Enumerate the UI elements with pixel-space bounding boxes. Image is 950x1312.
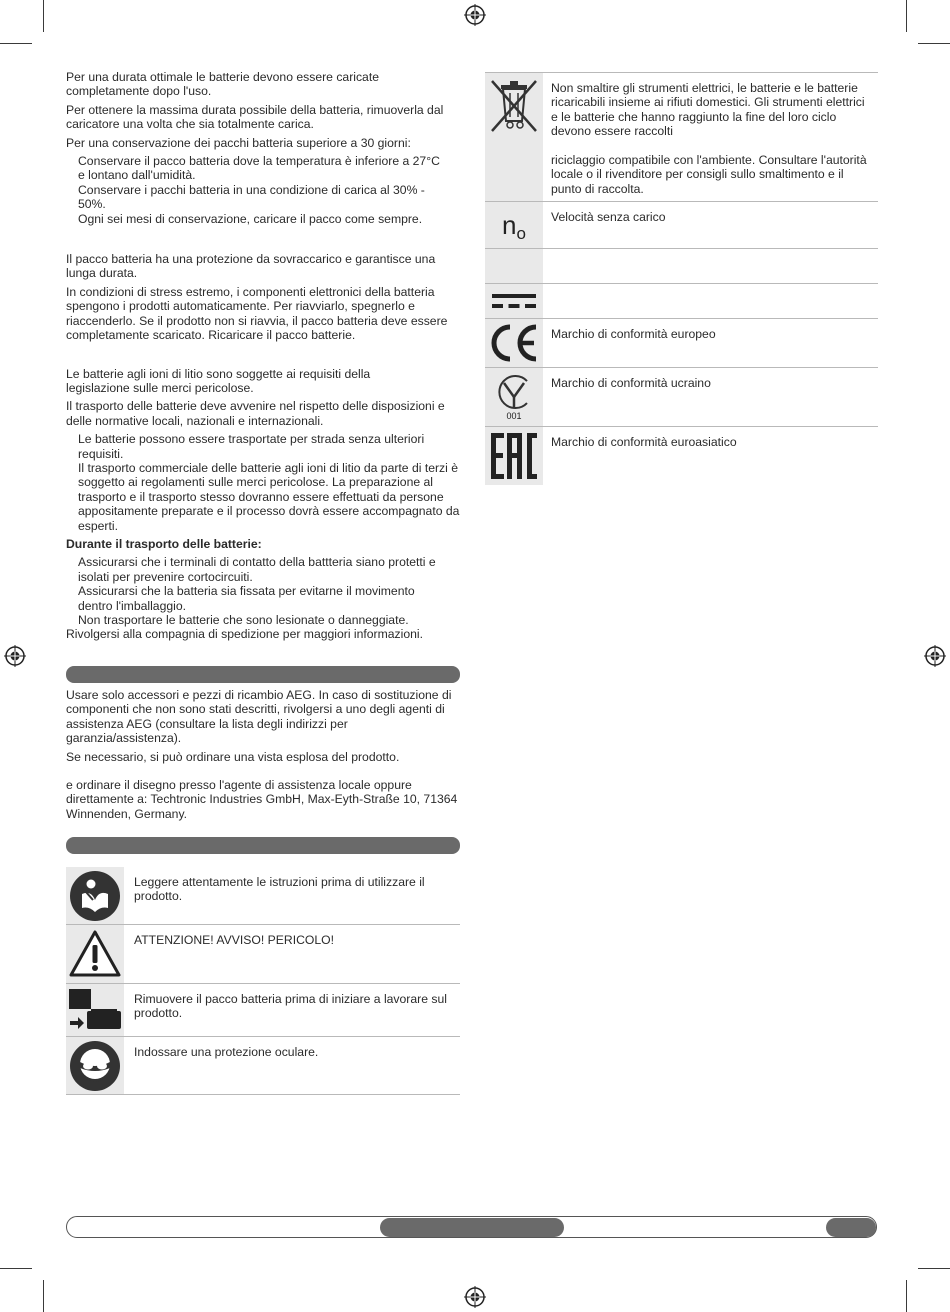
symbol-row bbox=[485, 249, 878, 284]
maintenance-paragraph: Usare solo accessori e pezzi di ricambio AEG. In caso di sostituzione di componenti che non sono stati descritti, rivolgersi a uno degli agenti di assistenza AEG (consultare la lista degli indirizzi per garanzia/assistenza). bbox=[66, 688, 452, 746]
footer-page-tab bbox=[826, 1218, 876, 1237]
transport-paragraph: Rivolgersi alla compagnia di spedizione per maggiori informazioni. bbox=[66, 627, 424, 642]
symbol-row bbox=[485, 73, 878, 202]
crop-mark bbox=[918, 43, 950, 44]
transport-paragraph: Il trasporto delle batterie deve avvenire nel rispetto delle disposizioni e delle normative locali, nazionali e internazionali. bbox=[66, 399, 445, 428]
symbol-row bbox=[66, 925, 460, 984]
symbol-row bbox=[66, 1037, 460, 1095]
no-load-speed-subscript: o bbox=[516, 224, 526, 243]
storage-paragraph: Per una durata ottimale le batterie devono essere caricate completamente dopo l'uso. bbox=[66, 70, 379, 99]
transport-list-item: Le batterie possono essere trasportate per strada senza ulteriori requisiti. bbox=[78, 432, 425, 461]
crop-mark bbox=[0, 43, 32, 44]
transport-paragraph: Le batterie agli ioni di litio sono soggette ai requisiti della legislazione sulle merci pericolose. bbox=[66, 366, 371, 395]
direct-current-icon bbox=[485, 284, 543, 318]
transport-list-item: Il trasporto commerciale delle batterie agli ioni di litio da parte di terzi è soggetto ai regolamenti sulle merci pericolose. La preparazione al trasporto e il trasporto stesso dovranno essere effettuati da persone appositamente preparate e il processo dovrà essere accompagnato da esperti. bbox=[78, 460, 460, 533]
crop-mark bbox=[906, 0, 907, 32]
no-load-speed-icon bbox=[485, 202, 543, 248]
left-column bbox=[66, 70, 460, 642]
registration-mark-icon bbox=[464, 4, 486, 26]
ce-mark-icon bbox=[485, 319, 543, 367]
symbol-row bbox=[485, 319, 878, 368]
symbol-description: Marchio di conformità ucraino bbox=[551, 376, 711, 390]
registration-mark-icon bbox=[464, 1286, 486, 1308]
symbols-table-right bbox=[485, 72, 878, 485]
footer-language-tab bbox=[380, 1218, 564, 1237]
crop-mark bbox=[918, 1268, 950, 1269]
symbol-description: Non smaltire gli strumenti elettrici, le batterie e le batterie ricaricabili insieme ai rifiuti domestici. Gli strumenti elettrici e le batterie che hanno raggiunto la fine del loro ciclo devono essere raccolti bbox=[551, 81, 865, 139]
symbol-description: Marchio di conformità europeo bbox=[551, 327, 716, 341]
symbol-description: Leggere attentamente le istruzioni prima di utilizzare il prodotto. bbox=[134, 875, 425, 904]
crossed-bin-icon bbox=[485, 73, 543, 201]
section-header-bar bbox=[66, 837, 460, 854]
symbol-row bbox=[485, 202, 878, 249]
symbol-description: ATTENZIONE! AVVISO! PERICOLO! bbox=[134, 933, 335, 947]
transport-heading: Durante il trasporto delle batterie: bbox=[66, 536, 262, 551]
transport-list-item: Assicurarsi che i terminali di contatto della battteria siano protetti e isolati per prevenire cortocircuiti. bbox=[78, 555, 436, 584]
crop-mark bbox=[906, 1280, 907, 1312]
registration-mark-icon bbox=[924, 645, 946, 667]
protection-paragraph: In condizioni di stress estremo, i componenti elettronici della batteria spengono i prodotti automaticamente. Per riavviarlo, spegnerlo e riaccenderlo. Se il prodotto non si riavvia, il pacco batteria deve essere completamente scaricato. Ricaricare il pacco batterie. bbox=[66, 284, 448, 343]
transport-list-item: Non trasportare le batterie che sono lesionate o danneggiate. bbox=[78, 613, 409, 627]
eye-protection-icon bbox=[66, 1037, 124, 1094]
crop-mark bbox=[43, 0, 44, 32]
maintenance-paragraph: Se necessario, si può ordinare una vista esplosa del prodotto. bbox=[66, 749, 400, 764]
symbol-row bbox=[485, 284, 878, 319]
symbol-row bbox=[66, 984, 460, 1037]
eac-mark-icon bbox=[485, 427, 543, 485]
symbol-description: Velocità senza carico bbox=[551, 210, 666, 224]
symbols-table-left bbox=[66, 867, 460, 1095]
ukrainian-mark-icon bbox=[485, 368, 543, 426]
symbol-row bbox=[485, 368, 878, 427]
symbol-row bbox=[66, 867, 460, 925]
symbol-description: Indossare una protezione oculare. bbox=[134, 1045, 319, 1059]
ukrainian-mark-code: 001 bbox=[506, 411, 522, 421]
registration-mark-icon bbox=[4, 645, 26, 667]
crop-mark bbox=[0, 1268, 32, 1269]
symbol-description: Rimuovere il pacco batteria prima di iniziare a lavorare sul prodotto. bbox=[134, 992, 447, 1021]
transport-list-item: Assicurarsi che la batteria sia fissata per evitarne il movimento dentro l'imballaggio. bbox=[78, 584, 415, 613]
storage-list-item: Conservare i pacchi batteria in una condizione di carica al 30% - 50%. bbox=[78, 182, 425, 212]
maintenance-section bbox=[66, 688, 460, 825]
crop-mark bbox=[43, 1280, 44, 1312]
no-load-speed-glyph: n bbox=[502, 210, 517, 240]
protection-paragraph: Il pacco batteria ha una protezione da sovraccarico e garantisce una lunga durata. bbox=[66, 252, 436, 281]
remove-battery-icon bbox=[66, 984, 124, 1036]
symbol-row bbox=[485, 427, 878, 485]
read-manual-icon bbox=[66, 867, 124, 924]
symbol-description: Marchio di conformità euroasiatico bbox=[551, 435, 737, 449]
blank-icon bbox=[485, 249, 543, 283]
maintenance-paragraph: e ordinare il disegno presso l'agente di assistenza locale oppure direttamente a: Techtronic Industries GmbH, Max-Eyth-Straße 10, 71364 Winnenden, Germany. bbox=[66, 778, 458, 821]
storage-paragraph: Per ottenere la massima durata possibile della batteria, rimuoverla dal caricatore una volta che sia totalmente carica. bbox=[66, 102, 444, 132]
symbol-description: riciclaggio compatibile con l'ambiente. Consultare l'autorità locale o il rivenditore per consigli sullo smaltimento e il punto di raccolta. bbox=[551, 153, 867, 196]
section-header-bar bbox=[66, 666, 460, 683]
warning-triangle-icon bbox=[66, 925, 124, 983]
storage-list-item: Ogni sei mesi di conservazione, caricare il pacco come sempre. bbox=[78, 211, 423, 226]
storage-paragraph: Per una conservazione dei pacchi batteria superiore a 30 giorni: bbox=[66, 135, 411, 150]
storage-list-item: Conservare il pacco batteria dove la temperatura è inferiore a 27°C e lontano dall'umidità. bbox=[78, 154, 440, 183]
